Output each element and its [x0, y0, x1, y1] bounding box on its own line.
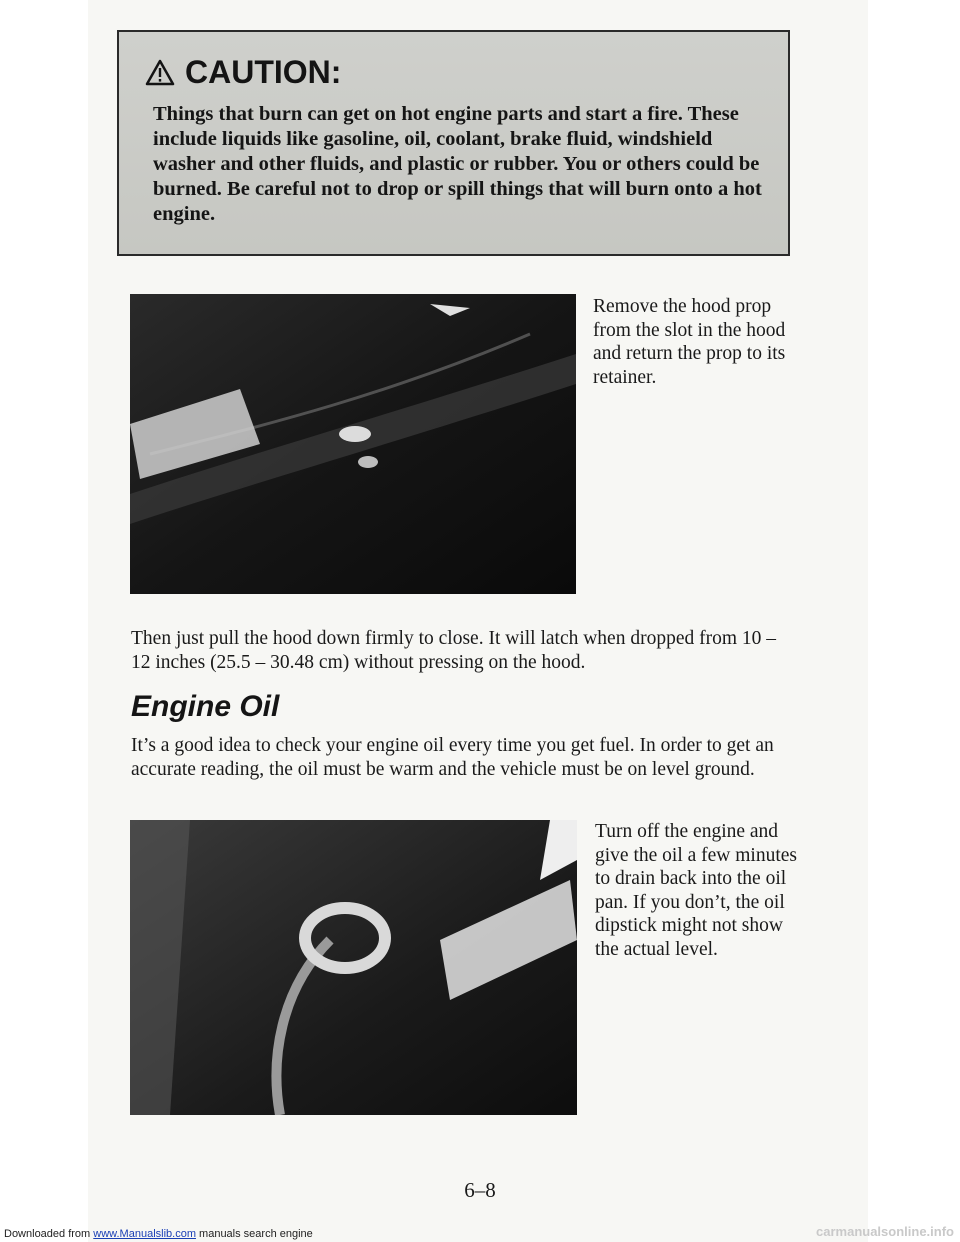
footer-suffix: manuals search engine	[195, 1228, 313, 1240]
download-footer	[4, 1228, 313, 1240]
manualslib-link[interactable]: www.Manualslib.com	[93, 1228, 196, 1240]
engine-oil-instructions: Turn off the engine and give the oil a few minutes to drain back into the oil pan. If you don’t, the oil dipstick might not show the actual level.	[595, 821, 797, 960]
caution-heading-text: CAUTION:	[185, 54, 342, 90]
warning-triangle-icon	[145, 59, 175, 86]
engine-oil-intro: It’s a good idea to check your engine oil every time you get fuel. In order to get an accurate reading, the oil must be warm and the vehicle must be on level ground.	[131, 735, 774, 780]
caution-heading	[145, 54, 341, 91]
page-number: 6–8	[464, 1178, 496, 1202]
footer-prefix: Downloaded from	[4, 1228, 94, 1240]
engine-oil-heading: Engine Oil	[131, 690, 280, 723]
hood-prop-instructions: Remove the hood prop from the slot in the hood and return the prop to its retainer.	[593, 296, 786, 388]
hood-prop-photo	[130, 294, 576, 594]
hood-close-paragraph: Then just pull the hood down firmly to close. It will latch when dropped from 10 – 12 inches (25.5 – 30.48 cm) without pressing on the hood.	[131, 628, 777, 673]
watermark: carmanualsonline.info	[816, 1224, 954, 1239]
engine-oil-dipstick-photo	[130, 820, 577, 1115]
caution-text: Things that burn can get on hot engine parts and start a fire. These include liquids like gasoline, oil, coolant, brake fluid, windshield washer and other fluids, and plastic or rubber. You or others could be burned. Be careful not to drop or spill things that will burn onto a hot engine.	[153, 103, 762, 225]
caution-box	[117, 30, 790, 256]
